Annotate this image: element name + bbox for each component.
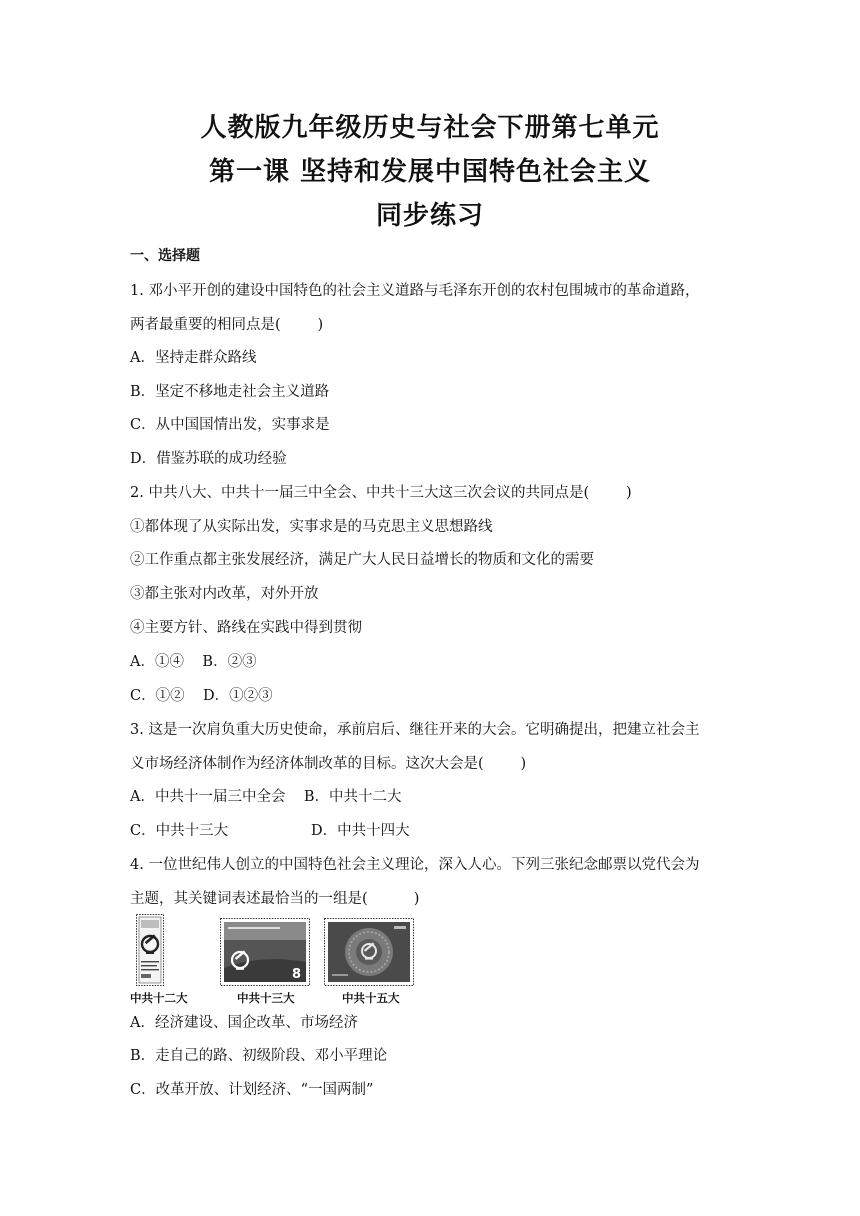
title-line-3: 同步练习 (375, 201, 484, 231)
stamp-13th-face-value: 8 (292, 967, 302, 982)
question-1-option-a: A．坚持走群众路线 (130, 350, 257, 366)
question-2-item-3: ③都主张对内改革，对外开放 (130, 586, 319, 602)
stamp-12th-congress (136, 914, 164, 986)
question-2-options-ab: A．①④ B．②③ (130, 654, 257, 670)
question-4-line-1: 4. 一位世纪伟人创立的中国特色社会主义理论，深入人心。下列三张纪念邮票以党代会为 (130, 857, 700, 873)
stamp-figure (128, 914, 428, 1006)
question-1-option-d: D．借鉴苏联的成功经验 (130, 451, 287, 467)
stamp-13th-congress (220, 918, 310, 986)
question-2-item-4: ④主要方针、路线在实践中得到贯彻 (130, 620, 362, 636)
question-1-option-b: B．坚定不移地走社会主义道路 (130, 384, 330, 400)
stamp-caption-15th: 中共十五大 (342, 991, 400, 1005)
question-2-item-1: ①都体现了从实际出发，实事求是的马克思主义思想路线 (130, 519, 493, 535)
question-1-line-1: 1. 邓小平开创的建设中国特色的社会主义道路与毛泽东开创的农村包围城市的革命道路， (130, 283, 700, 299)
question-1-option-c: C．从中国国情出发，实事求是 (130, 417, 330, 433)
question-1-line-2: 两者最重要的相同点是( ) (130, 317, 324, 333)
stamp-caption-12th: 中共十二大 (130, 991, 188, 1005)
question-4-option-c: C．改革开放、计划经济、“一国两制” (130, 1082, 374, 1098)
question-2-item-2: ②工作重点都主张发展经济，满足广大人民日益增长的物质和文化的需要 (130, 552, 594, 568)
question-3-options-ab: A．中共十一届三中全会 B．中共十二大 (130, 789, 402, 805)
title-line-2: 第一课 坚持和发展中国特色社会主义 (208, 157, 652, 187)
question-3-line-1: 3. 这是一次肩负重大历史使命，承前启后、继往开来的大会。它明确提出，把建立社会主 (130, 722, 700, 738)
stamp-15th-congress (324, 918, 414, 986)
question-2-options-cd: C．①② D．①②③ (130, 688, 273, 704)
title-line-1: 人教版九年级历史与社会下册第七单元 (200, 113, 660, 143)
question-4-option-a: A．经济建设、国企改革、市场经济 (130, 1015, 358, 1031)
question-4-option-b: B．走自己的路、初级阶段、邓小平理论 (130, 1048, 388, 1064)
question-3-line-2: 义市场经济体制作为经济体制改革的目标。这次大会是( ) (130, 756, 527, 772)
section-heading: 一、选择题 (130, 248, 200, 264)
question-2-line-1: 2. 中共八大、中共十一届三中全会、中共十三大这三次会议的共同点是( ) (130, 485, 632, 501)
question-4-line-2: 主题，其关键词表述最恰当的一组是( ) (130, 891, 420, 907)
stamp-caption-13th: 中共十三大 (237, 991, 295, 1005)
question-3-options-cd: C．中共十三大 D．中共十四大 (130, 823, 410, 839)
